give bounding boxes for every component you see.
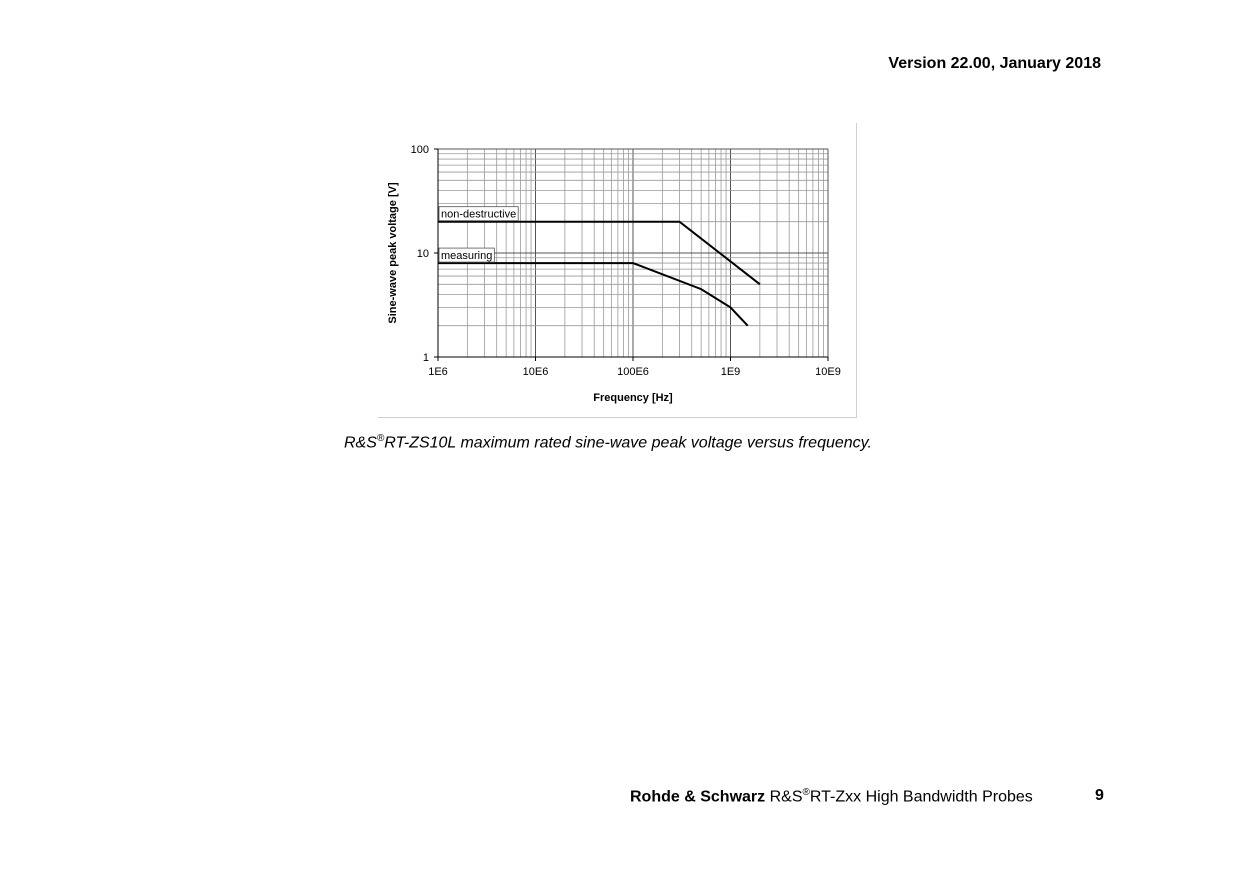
figure-caption	[344, 433, 872, 452]
caption-text: RT-ZS10L maximum rated sine-wave peak voltage versus frequency.	[384, 434, 872, 452]
version-header: Version 22.00, January 2018	[888, 55, 1101, 72]
caption-prefix: R&S	[344, 434, 377, 452]
x-tick-label: 1E6	[428, 366, 448, 378]
y-tick-label: 1	[422, 352, 429, 364]
footer	[630, 787, 1033, 806]
y-tick-label: 100	[410, 144, 429, 156]
footer-brand: Rohde & Schwarz	[630, 788, 766, 806]
x-tick-label: 10E6	[522, 366, 549, 378]
x-tick-label: 10E9	[815, 366, 841, 378]
x-axis-label: Frequency [Hz]	[593, 392, 673, 404]
x-tick-label: 100E6	[617, 366, 649, 378]
series-label-1: measuring	[441, 250, 493, 263]
caption-reg: ®	[376, 433, 385, 444]
chart	[378, 123, 857, 418]
y-axis-label: Sine-wave peak voltage [V]	[387, 182, 399, 324]
y-tick-label: 10	[416, 248, 429, 260]
series-label-0: non-destructive	[441, 208, 517, 221]
footer-product: RT-Zxx High Bandwidth Probes	[809, 788, 1033, 806]
x-tick-label: 1E9	[720, 366, 741, 378]
footer-reg: ®	[802, 787, 810, 798]
chart-frame	[378, 123, 857, 418]
page-number: 9	[1095, 787, 1104, 804]
footer-product-prefix: R&S	[769, 788, 803, 806]
